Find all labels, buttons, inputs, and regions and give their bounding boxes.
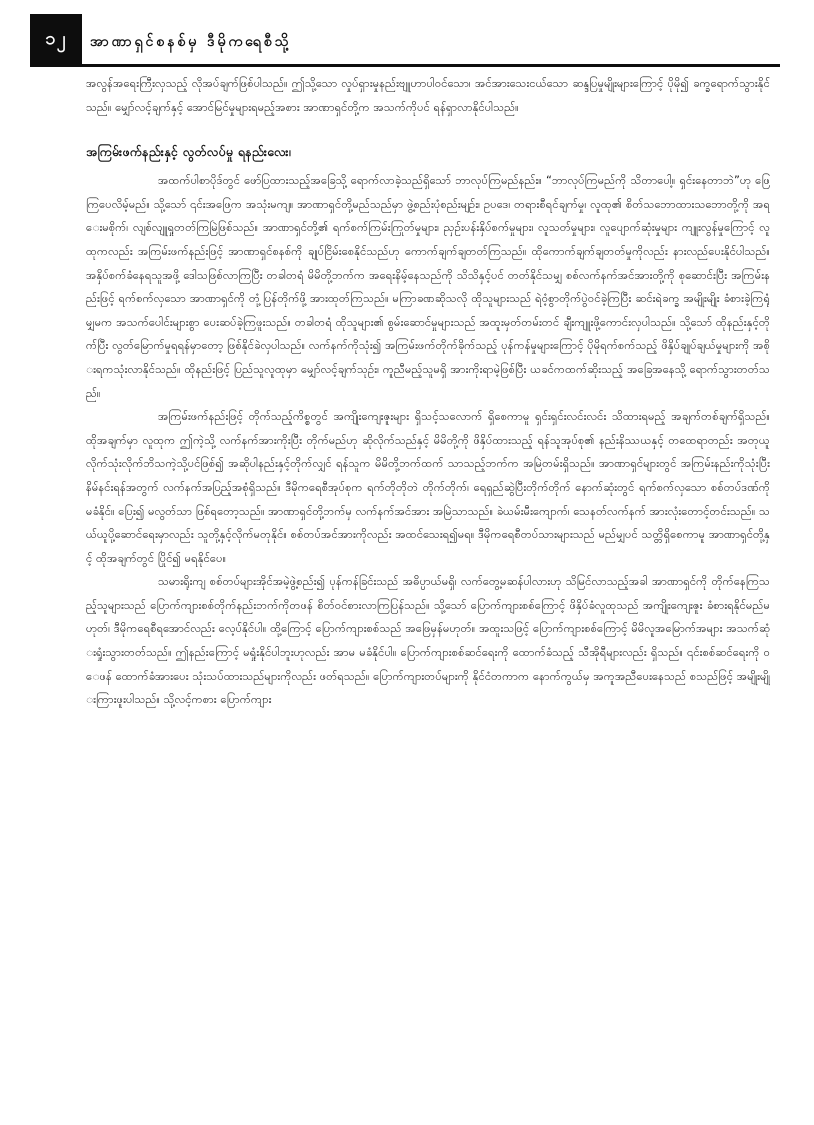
intro-paragraph: အလွန်အရေးကြီးလှသည့် လိုအပ်ချက်ဖြစ်ပါသည်။ ဤသို့သော လှုပ်ရှားမှုနည်းဗျူဟာပါဝင်သော၊ အင်အားသေးငယ်သော ဆန္ဒပြမှုမျိုးများကြောင့် ပိုမို၍ ခက္ခရောက်သွားနိုင်သည်။ မျှော်လင့်ချက်နှင့် အောင်မြင်မှုများရမည့်အစား အာဏာရှင်တို့က အသက်ကိုပင် ရန်ရှာလာနိုင်ပါသည်။ bbox=[86, 76, 770, 114]
header-rule bbox=[30, 64, 780, 67]
body-paragraph-2: အကြမ်းဖက်နည်းဖြင့် တိုက်သည့်ကိစ္စတွင် အကျိုးကျေးဇူးများ ရှိသင့်သလောက် ရှိစေကာမူ ရှင်းရှင်းလင်းလင်း သိထားရမည့် အချက်တစ်ချက်ရှိသည်။ ထိုအချက်မှာ လူထုက ဤကဲ့သို့ လက်နက်အားကိုးပြီး တိုက်မည်ဟု ဆိုလိုက်သည်နှင့် မိမိတို့ကို ဖိနှိပ်ထားသည့် ရန်သူအုပ်စု၏ နည်းနိဿယနှင့် တထေရာတည်း အတုယူလိုက်သုံးလိုက်ဘိသကဲ့သို့ပင်ဖြစ်၍ အဆိုပါနည်းနှင့်တိုက်လျှင် ရန်သူက မိမိတို့ဘက်ထက် သာသည့်ဘက်က အမြဲတမ်းရှိသည်။ အာဏာရှင်များတွင် အကြမ်းနည်းကိုသုံးပြီး နိမ်နင်းရန်အတွက် လက်နက်အပြည့်အစုံရှိသည်။ ဒီမိုကရေစီအုပ်စုက ရက်တိုတိုတဲ တိုက်တိုက်၊ ရေရှည်ဆွဲပြီးတိုက်တိုက် နောက်ဆုံးတွင် ရက်စက်လှသော စစ်တပ်ဒဏ်ကို မခံနိုင်။ ပြေး၍ မလွတ်သာ ဖြစ်ရတော့သည်။ အာဏာရှင်တို့ဘက်မှ လက်နက်အင်အား အမြဲသာသည်။ ခဲယမ်းမီးကျောက်၊ သေနတ်လက်နက် အားလုံးတောင့်တင်းသည်။ သယ်ယူပို့ဆောင်ရေးမှာလည်း သူတို့နှင့်လိုက်မတုနိုင်။ စစ်တပ်အင်အားကိုလည်း အထင်သေးရ၍မရ။ ဒီမိုကရေစီတပ်သားများသည် မည်မျှပင် သတ္တိရှိစေကာမူ အာဏာရှင်တို့နှင့် ထိုအချက်တွင် ပြိုင်၍ မရနိုင်ပေ။ bbox=[86, 409, 770, 565]
page-header bbox=[30, 14, 780, 66]
page-number: ၁၂ bbox=[30, 14, 82, 64]
section-heading: အကြမ်းဖက်နည်းနှင့် လွတ်လပ်မှု ရနည်းလေး၊ bbox=[86, 145, 292, 160]
body-paragraph-1: အထက်ပါစာပိုဒ်တွင် ဖော်ပြထားသည့်အခြေသို့ ရောက်လာခဲ့သည်ရှိသော် ဘာလုပ်ကြမည်နည်း။ “ဘာလုပ်ကြမည်ကို သိတာပေါ့။ ရှင်းနေတာဘဲ”ဟု ဖြေကြပေလိမ့်မည်။ သို့သော် ၎င်းအဖြေက အသုံးမကျ။ အာဏာရှင်တို့မည်သည်မှာ ဖွဲ့စည်းပုံစည်းမျဉ်း၊ ဥပဒေ၊ တရားစီရင်ချက်မှု၊ လူထု၏ စိတ်သဘောထားသဘောတို့ကို အရေးမစိုက်၊ လျစ်လျူရှုတတ်ကြမြဲဖြစ်သည်။ အာဏာရှင်တို့၏ ရက်စက်ကြမ်းကြုတ်မှုများ၊ ညှဉ်းပန်းနှိပ်စက်မှုများ၊ လူသတ်မှုများ၊ လူပျောက်ဆုံးမှုများ ကျူးလွန်မှုကြောင့် လူထုကလည်း အကြမ်းဖက်နည်းဖြင့် အာဏာရှင်စနစ်ကို ချုပ်ငြိမ်းစေနိုင်သည်ဟု ကောက်ချက်ချတတ်ကြသည်။ ထိုကောက်ချက်ချတတ်မှုကိုလည်း နားလည်ပေးနိုင်ပါသည်။ အနှိပ်စက်ခံနေရသူအဖို့ ဒေါသဖြစ်လာကြပြီး တခါတရံ မိမိတို့ဘက်က အရေးနိမ့်နေသည်ကို သိသိနှင့်ပင် တတ်နိုင်သမျှ စစ်လက်နက်အင်အားတို့ကို စုဆောင်းပြီး အကြမ်းနည်းဖြင့် ရက်စက်လှသော အာဏာရှင်ကို တုံ့ပြန်တိုက်ဖို့ အားထုတ်ကြသည်။ မကြာခဏဆိုသလို ထိုသူများသည် ရဲဝံ့စွာတိုက်ပွဲဝင်ခဲ့ကြပြီး ဆင်းရဲခက္ခ အမျိုးမျိုး ခံစားခဲ့ကြရုံမျှမက အသက်ပေါင်းများစွာ ပေးဆပ်ခဲ့ကြဖူးသည်။ တခါတရံ ထိုသူများ၏ စွမ်းဆောင်မှုများသည် အထူးမှတ်တမ်းတင် ချီးကျူးဖို့ကောင်းလှပါသည်။ သို့သော် ထိုနည်းနှင့်တိုက်ပြီး လွတ်မြောက်မှုရရန်မှာတော့ ဖြစ်နိုင်ခဲလှပါသည်။ လက်နက်ကိုသုံး၍ အကြမ်းဖက်တိုက်ခိုက်သည့် ပုန်ကန်မှုများကြောင့် ပိုမိုရက်စက်သည့် ဖိနှိပ်ချုပ်ချယ်မှုများကို အစိုးရကသုံးလာနိုင်သည်။ ထိုနည်းဖြင့် ပြည်သူလူထုမှာ မျှော်လင့်ချက်သုဉ်း၊ ကူညီမည့်သူမရှိ အားကိုးရာမဲ့ဖြစ်ပြီး ယခင်ကထက်ဆိုးသည့် အခြေအနေသို့ ရောက်သွားတတ်သည်။ bbox=[86, 173, 770, 400]
page-content bbox=[86, 72, 770, 1102]
body-paragraph-3: သမားရိုးကျ စစ်တပ်များအိုင်အမဲ့ဖွဲ့စည်း၍ ပုန်ကန်ခြင်းသည် အဓိပ္ပာယ်မရှိ၊ လက်တွေ့မဆန်ပါလားဟု သိမြင်လာသည့်အခါ အာဏာရှင်ကို တိုက်နေကြသည့်သူများသည် ပြောက်ကျားစစ်တိုက်နည်းဘက်ကိုတဖန် စိတ်ဝင်စားလာကြပြန်သည်။ သို့သော် ပြောက်ကျားစစ်ကြောင့် ဖိနှိပ်ခံလူထုသည် အကျိုးကျေးဇူး ခံစားရနိုင်မည်မဟုတ်၊ ဒီမိုကရေစီရအောင်လည်း လေ့ပ်နိုင်ပါ။ ထို့ကြောင့် ပြောက်ကျားစစ်သည် အဖြေမှန်မဟုတ်။ အထူးသဖြင့် ပြောက်ကျားစစ်ကြောင့် မိမိလူအမြောက်အများ အသက်ဆုံးရှုံးသွားတတ်သည်။ ဤနည်းကြောင့် မရှုံးနိုင်ပါဘူးဟုလည်း အာမ မခံနိုင်ပါ။ ပြောက်ကျားစစ်ဆင်ရေးကို ထောက်ခံသည့် သီအိုရီများလည်း ရှိသည်။ ၎င်းစစ်ဆင်ရေးကို ဝေဖန် ထောက်ခံအားပေး သုံးသပ်ထားသည်များကိုလည်း ဖတ်ရသည်။ ပြောက်ကျားတပ်များကို နိုင်ငံတကာက နောက်ကွယ်မှ အကူအညီပေးနေသည် စသည်ဖြင့် အမျိုးမျိုးကြားဖူးပါသည်။ သို့လင့်ကစား ပြောက်ကျား bbox=[86, 574, 770, 707]
running-title: အာဏာရှင်စနစ်မှ ဒီမိုကရေစီသို့ bbox=[90, 34, 292, 50]
